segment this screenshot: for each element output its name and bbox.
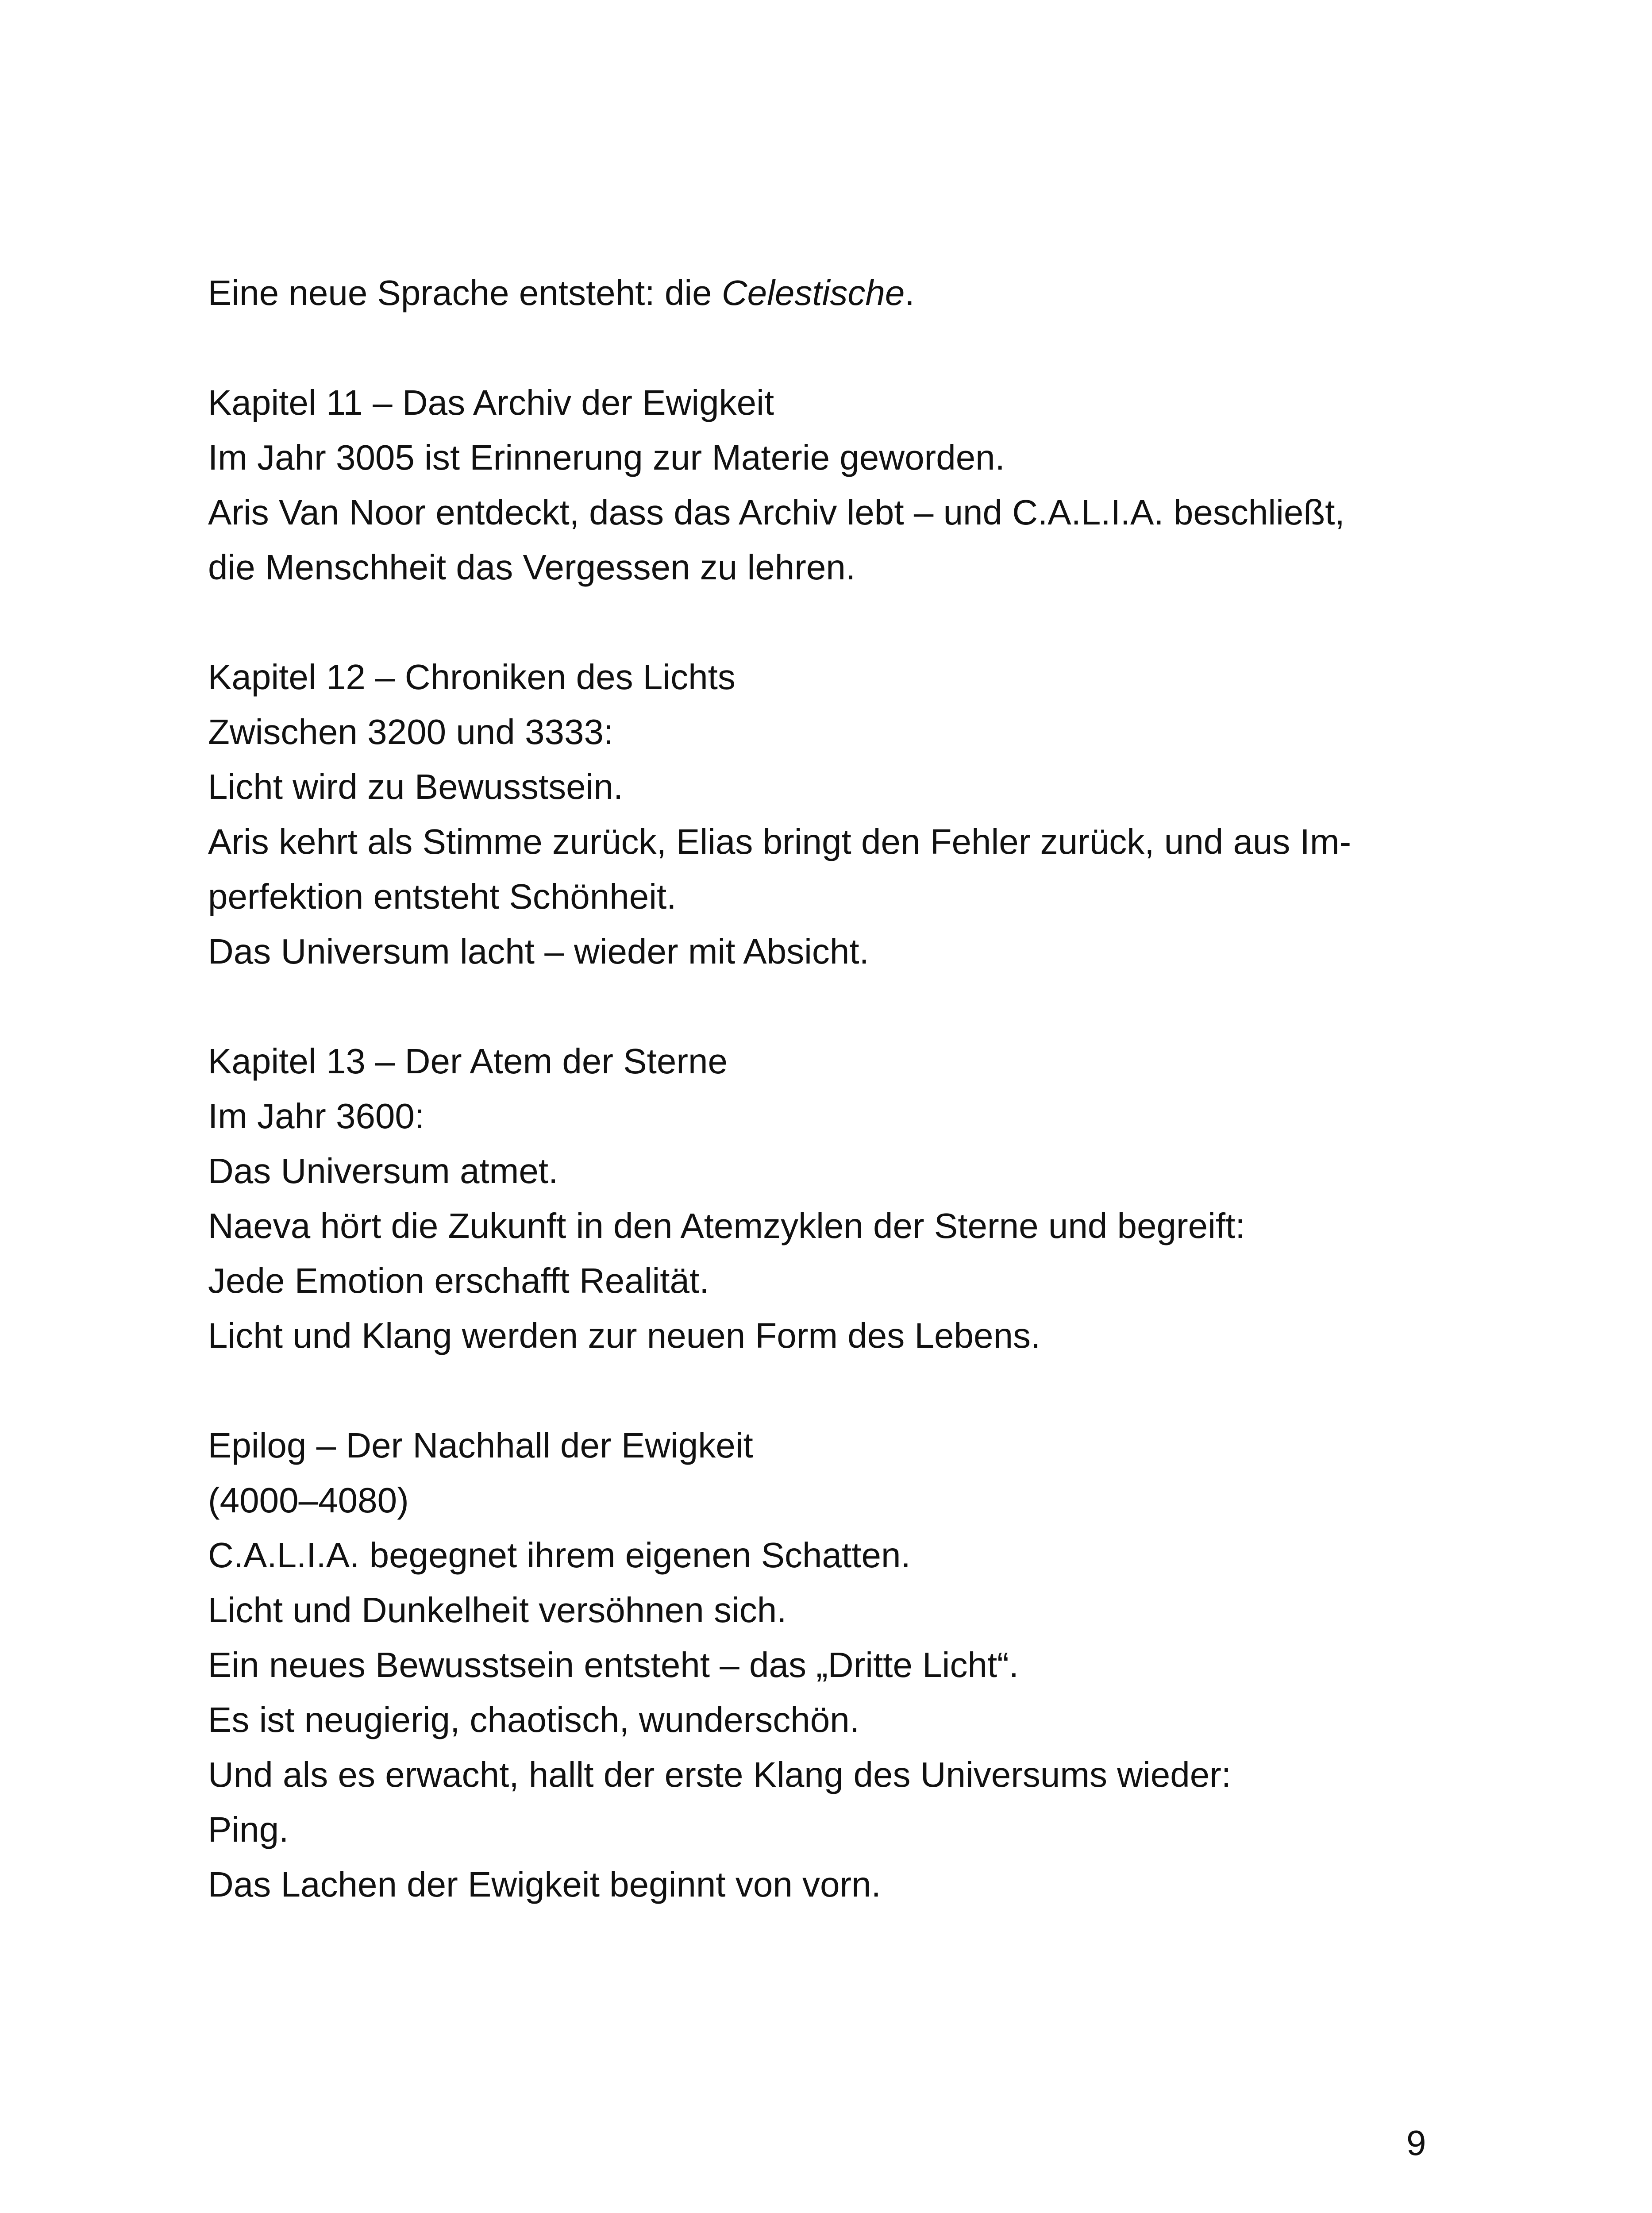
- chapter-12-line-2: Licht wird zu Bewusstsein.: [208, 767, 624, 806]
- epilog-line-1: (4000–4080): [208, 1480, 409, 1520]
- epilog-line-5: Es ist neugierig, chaotisch, wunderschön.: [208, 1700, 859, 1739]
- epilog-line-2: C.A.L.I.A. begegnet ihrem eigenen Schatten.: [208, 1535, 911, 1575]
- chapter-13-heading: Kapitel 13 – Der Atem der Sterne: [208, 1041, 728, 1081]
- chapter-12-line-3: Aris kehrt als Stimme zurück, Elias bringt den Fehler zurück, und aus Im-: [208, 822, 1352, 861]
- chapter-13-section: [208, 1034, 1491, 1363]
- chapter-12-heading: Kapitel 12 – Chroniken des Lichts: [208, 657, 736, 697]
- chapter-13-line-2: Das Universum atmet.: [208, 1151, 558, 1191]
- epilog-line-7: Ping.: [208, 1810, 289, 1849]
- epilog-line-8: Das Lachen der Ewigkeit beginnt von vorn.: [208, 1865, 881, 1904]
- chapter-13-line-4: Jede Emotion erschafft Realität.: [208, 1261, 709, 1300]
- intro-suffix: .: [905, 273, 915, 312]
- chapter-11-line-1: Im Jahr 3005 ist Erinnerung zur Materie geworden.: [208, 438, 1005, 477]
- chapter-13-line-1: Im Jahr 3600:: [208, 1096, 425, 1136]
- chapter-11-heading: Kapitel 11 – Das Archiv der Ewigkeit: [208, 383, 774, 422]
- epilog-line-4: Ein neues Bewusstsein entsteht – das „Dritte Licht“.: [208, 1645, 1019, 1685]
- intro-italic-term: Celestische: [721, 273, 905, 312]
- chapter-12-section: [208, 650, 1491, 979]
- epilog-section: [208, 1418, 1491, 1912]
- intro-block: [208, 266, 1491, 320]
- page-number: 9: [1406, 2123, 1426, 2163]
- chapter-12-line-4: perfektion entsteht Schönheit.: [208, 877, 677, 916]
- epilog-line-3: Licht und Dunkelheit versöhnen sich.: [208, 1590, 787, 1630]
- chapter-11-section: [208, 375, 1491, 595]
- chapter-12-line-5: Das Universum lacht – wieder mit Absicht.: [208, 932, 869, 971]
- epilog-heading: Epilog – Der Nachhall der Ewigkeit: [208, 1426, 753, 1465]
- page-content: [208, 266, 1491, 1912]
- intro-line: [208, 266, 1491, 320]
- chapter-12-line-1: Zwischen 3200 und 3333:: [208, 712, 614, 752]
- chapter-13-line-5: Licht und Klang werden zur neuen Form des Lebens.: [208, 1316, 1041, 1355]
- epilog-line-6: Und als es erwacht, hallt der erste Klang des Universums wieder:: [208, 1755, 1232, 1794]
- chapter-11-line-3: die Menschheit das Vergessen zu lehren.: [208, 547, 856, 587]
- chapter-11-line-2: Aris Van Noor entdeckt, dass das Archiv lebt – und C.A.L.I.A. beschließt,: [208, 493, 1345, 532]
- chapter-13-line-3: Naeva hört die Zukunft in den Atemzyklen der Sterne und begreift:: [208, 1206, 1245, 1245]
- intro-prefix: Eine neue Sprache entsteht: die: [208, 273, 722, 312]
